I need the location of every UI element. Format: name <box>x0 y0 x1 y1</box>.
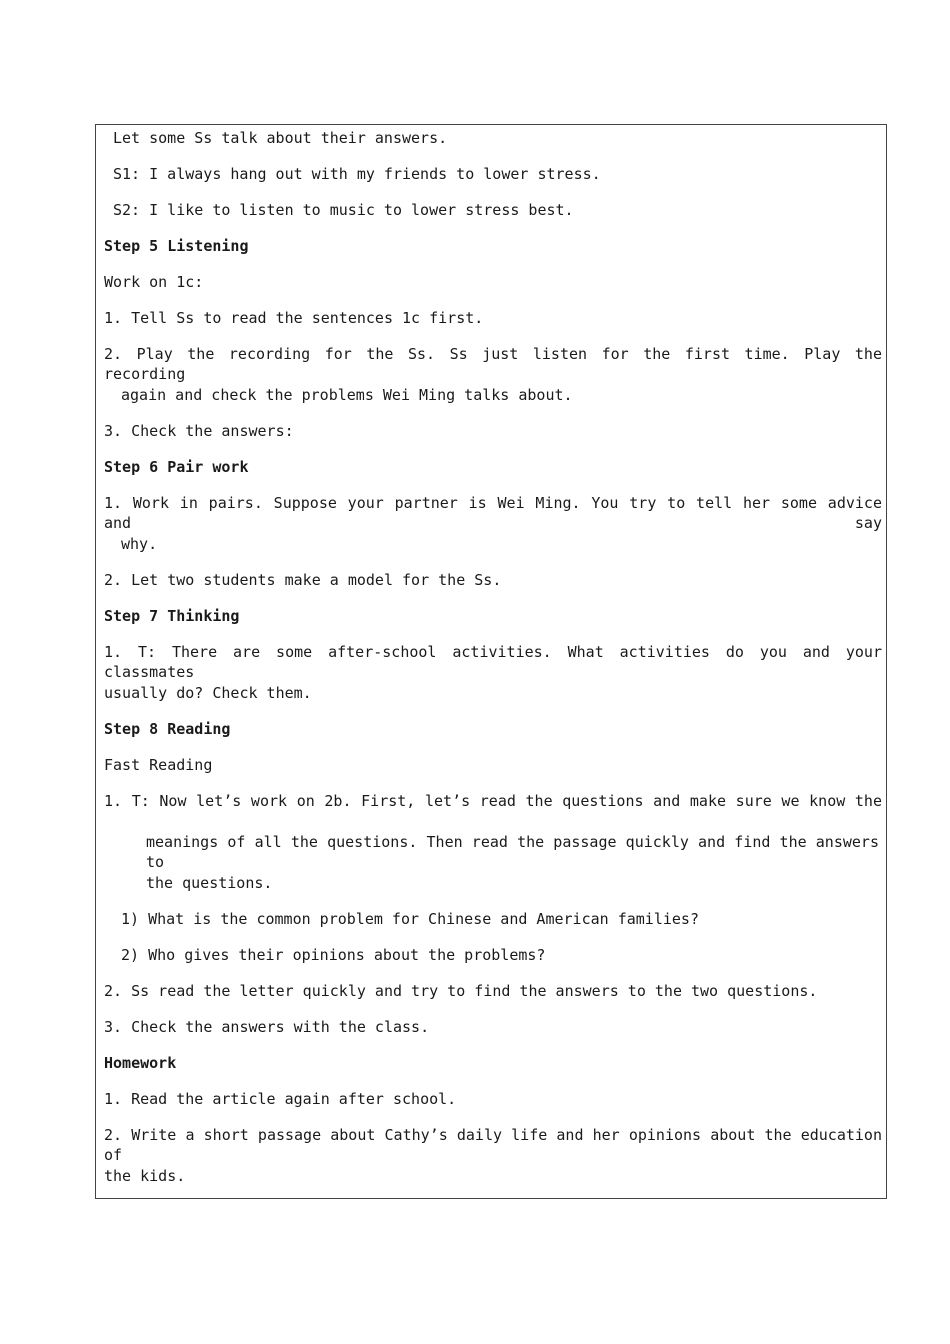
text-line: 1. T: There are some after-school activities. What activities do you and your classmates <box>104 643 882 681</box>
text-line: 2) Who gives their opinions about the problems? <box>121 946 546 964</box>
text-line: 2. Write a short passage about Cathy’s daily life and her opinions about the education of <box>104 1126 882 1164</box>
text-line: 1. Tell Ss to read the sentences 1c first. <box>104 309 484 327</box>
section-heading: Step 5 Listening <box>104 237 249 255</box>
section-heading: Step 7 Thinking <box>104 607 240 625</box>
text-line: Work on 1c: <box>104 273 204 291</box>
text-line: 3. Check the answers: <box>104 422 294 440</box>
section-heading: Step 8 Reading <box>104 720 231 738</box>
text-line: why. <box>121 535 158 553</box>
text-line: S2: I like to listen to music to lower stress best. <box>113 201 574 219</box>
section-heading: Step 6 Pair work <box>104 458 249 476</box>
text-line: again and check the problems Wei Ming talks about. <box>121 386 573 404</box>
text-line: 1. Work in pairs. Suppose your partner is Wei Ming. You try to tell her some advice and say <box>104 494 882 532</box>
text-line: 1. Read the article again after school. <box>104 1090 457 1108</box>
text-line: the kids. <box>104 1167 186 1185</box>
text-line: 2. Ss read the letter quickly and try to find the answers to the two questions. <box>104 982 818 1000</box>
text-line: Let some Ss talk about their answers. <box>113 129 448 147</box>
text-line: 3. Check the answers with the class. <box>104 1018 430 1036</box>
text-line: 1) What is the common problem for Chinese and American families? <box>121 910 699 928</box>
text-line: the questions. <box>146 874 273 892</box>
text-line: 2. Play the recording for the Ss. Ss just listen for the first time. Play the recording <box>104 345 882 383</box>
text-line: 2. Let two students make a model for the Ss. <box>104 571 502 589</box>
text-line: meanings of all the questions. Then read the passage quickly and find the answers to <box>146 833 879 871</box>
text-line: usually do? Check them. <box>104 684 312 702</box>
text-line: S1: I always hang out with my friends to lower stress. <box>113 165 601 183</box>
text-line: 1. T: Now let’s work on 2b. First, let’s read the questions and make sure we know the <box>104 792 882 810</box>
text-line: Fast Reading <box>104 756 213 774</box>
section-heading: Homework <box>104 1054 177 1072</box>
